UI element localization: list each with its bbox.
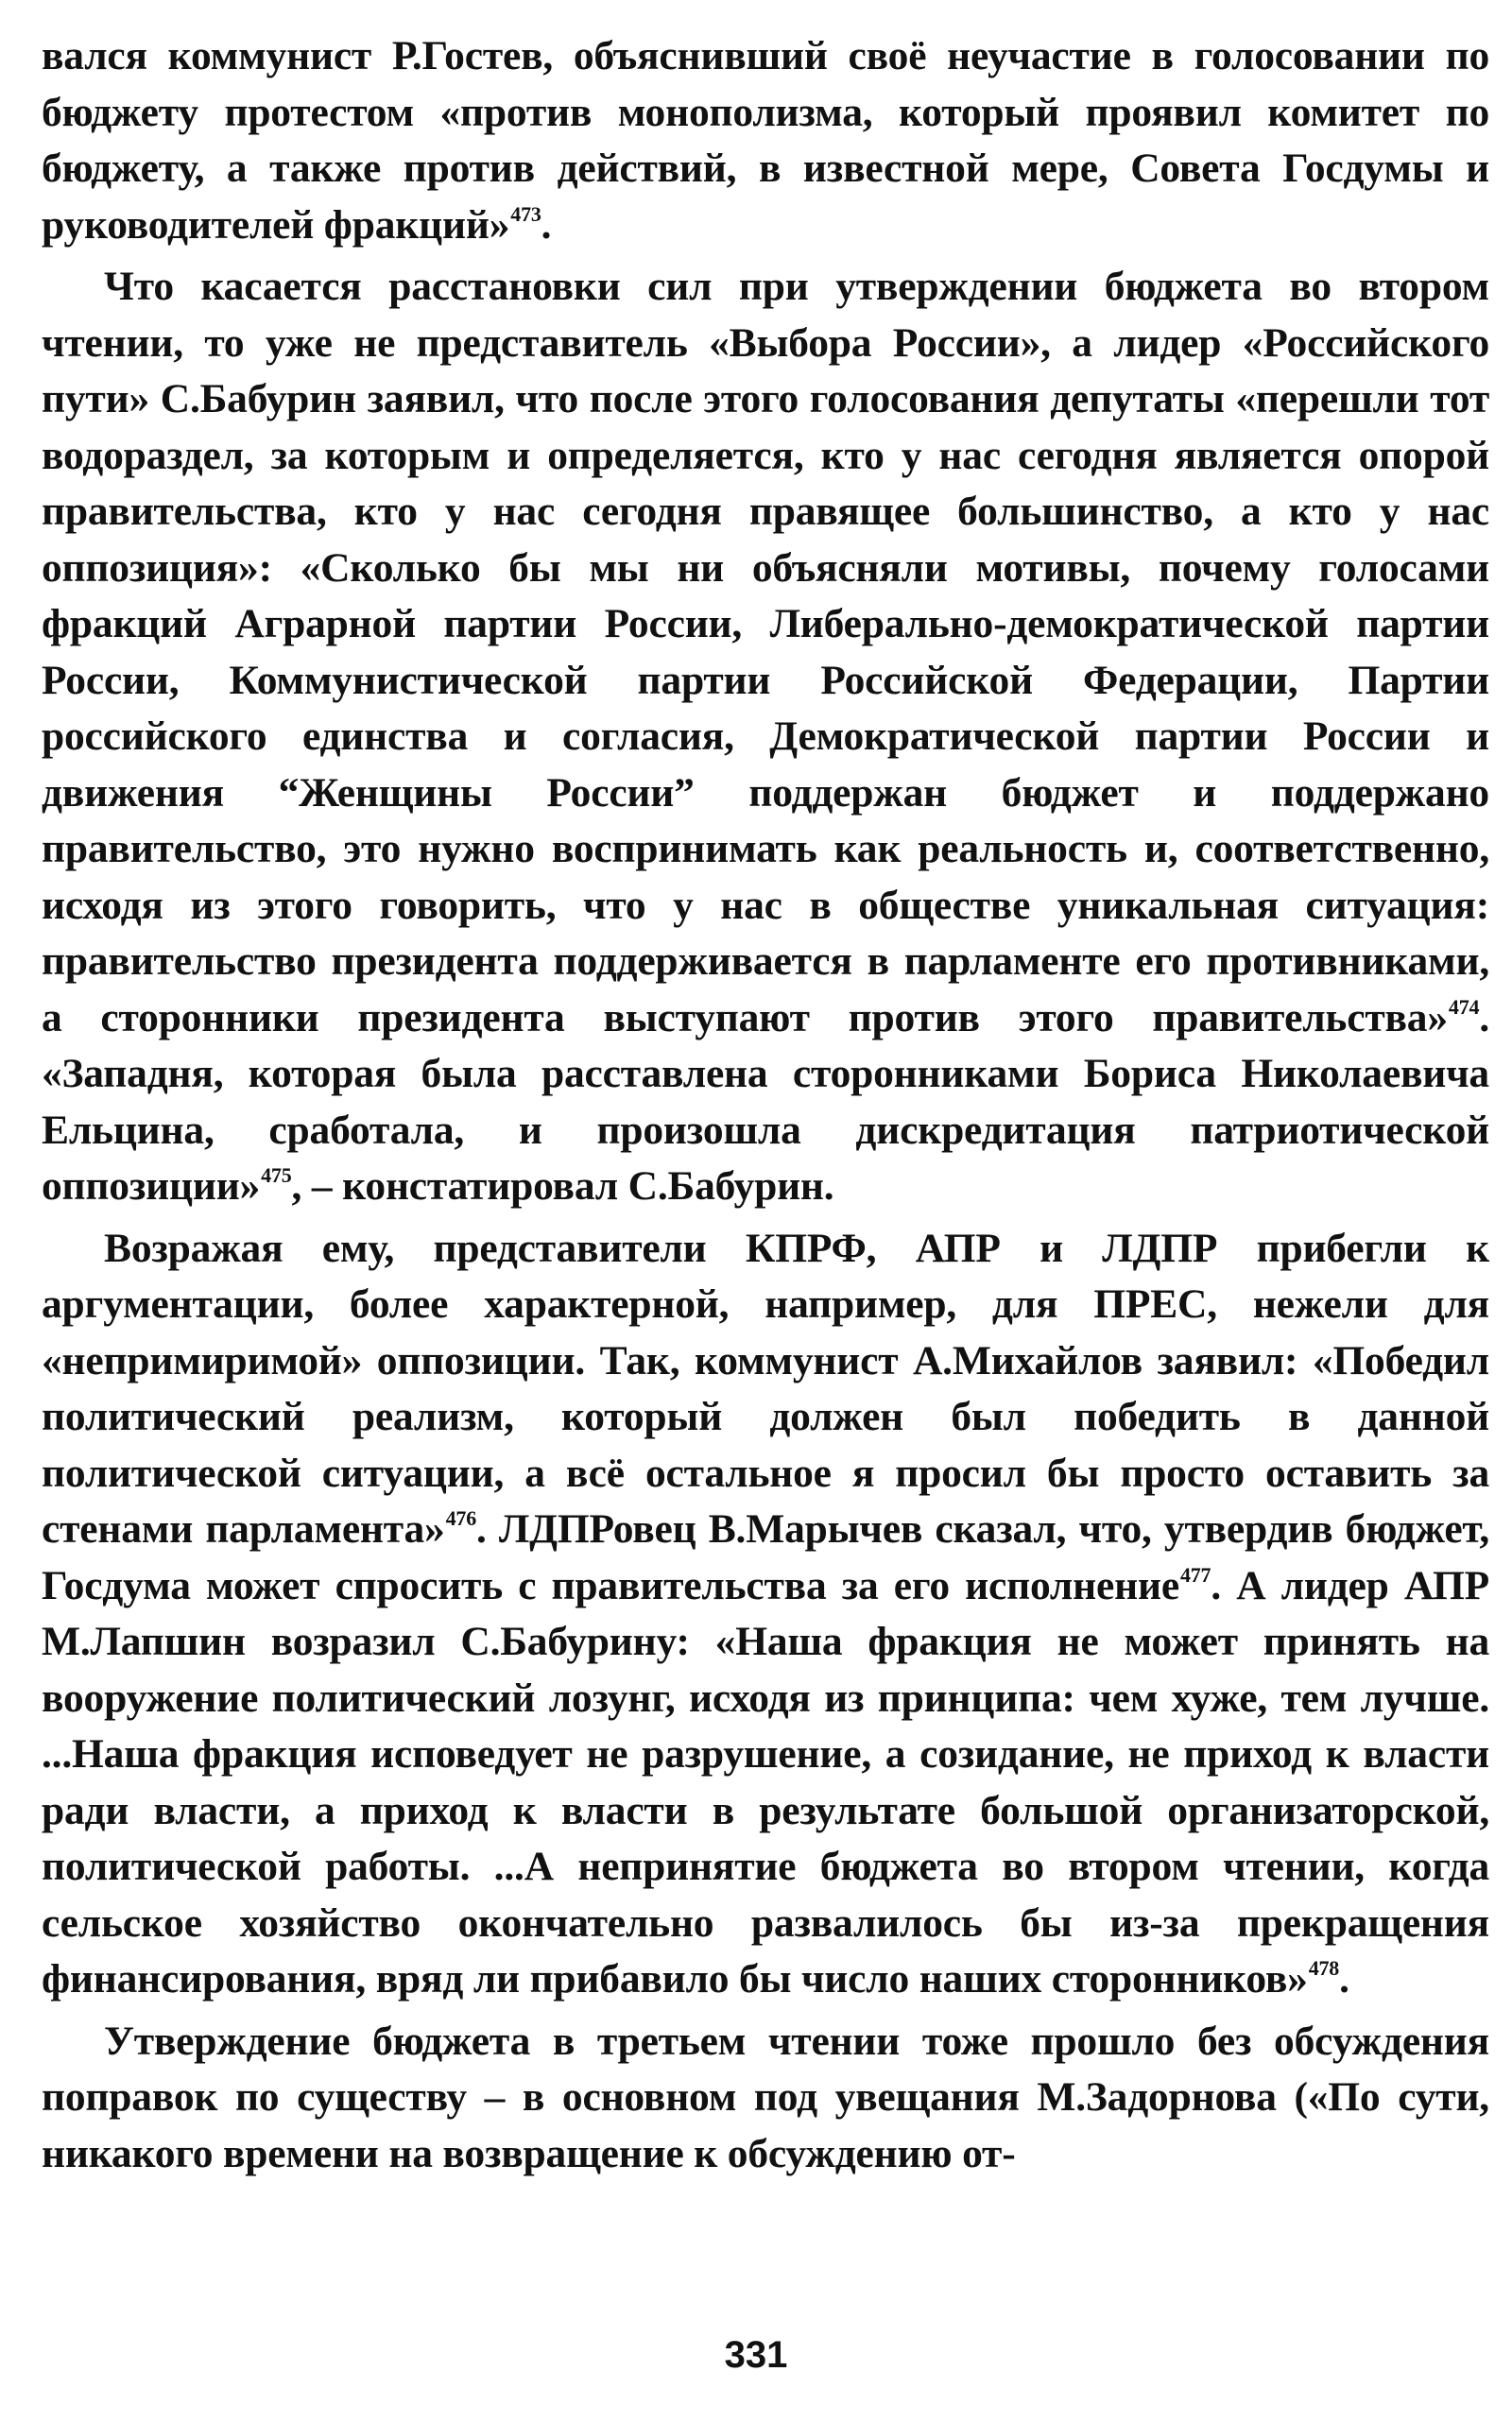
text-segment: . А лидер АПР М.Лапшин возразил С.Бабурину: «Наша фракция не может принять на вооружение политический лозунг, исходя из принципа: чем хуже, тем лучше. ...Наша фракция исповедует не разрушение, а созидание, не приход к власти ради власти, а приход к власти в результате большой организаторской, политической работы. ...А непринятие бюджета во втором чтении, когда сельское хозяйство окончательно развалилось бы из-за прекращения финансирования, вряд ли прибавило бы число наших сторонников»: [42, 1562, 1490, 2002]
paragraph-4: [42, 2014, 1489, 2183]
footnote-ref-473[interactable]: 473: [510, 201, 541, 226]
text-segment: . «Западня, которая была расставлена сторонниками Бориса Николаевича Ельцина, сработала, и произошла дискредитация патриотической оппозиции»: [42, 994, 1489, 1209]
paragraph-3: [42, 1221, 1489, 2008]
footnote-ref-475[interactable]: 475: [261, 1163, 292, 1187]
page-number: 331: [724, 2334, 788, 2376]
footnote-ref-477[interactable]: 477: [1179, 1562, 1211, 1587]
text-segment: .: [541, 201, 552, 248]
text-segment: вался коммунист Р.Гостев, объяснивший своё неучастие в голосовании по бюджету протестом «против монополизма, который проявил комитет по бюджету, а также против действий, в известной мере, Совета Госдумы и руководителей фракций»: [42, 33, 1489, 248]
footnote-ref-478[interactable]: 478: [1308, 1956, 1340, 1980]
text-segment: .: [1339, 1956, 1349, 2002]
footnote-ref-476[interactable]: 476: [445, 1506, 477, 1530]
text-segment: Утверждение бюджета в третьем чтении тоже прошло без обсуждения поправок по существу – в основном под увещания М.Задорнова («По сути, никакого времени на возвращение к обсуждению от-: [42, 2018, 1489, 2176]
text-segment: . ЛДПРовец В.Марычев сказал, что, утвердив бюджет, Госдума может спросить с правительства за его исполнение: [42, 1506, 1490, 1608]
paragraph-2: [42, 259, 1489, 1215]
text-segment: Возражая ему, представители КПРФ, АПР и ЛДПР прибегли к аргументации, более характерной, например, для ПРЕС, нежели для «непримиримой» оппозиции. Так, коммунист А.Михайлов заявил: «Победил политический реализм, который должен был победить в данной политической ситуации, а всё остальное я просил бы просто оставить за стенами парламента»: [42, 1225, 1489, 1552]
page-body: [42, 28, 1489, 2182]
footnote-ref-474[interactable]: 474: [1448, 994, 1480, 1019]
text-segment: Что касается расстановки сил при утверждении бюджета во втором чтении, то уже не представитель «Выбора России», а лидер «Российского пути» С.Бабурин заявил, что после этого голосования депутаты «перешли тот водораздел, за которым и определяется, кто у нас сегодня является опорой правительства, кто у нас сегодня правящее большинство, а кто у нас оппозиция»: «Сколько бы мы ни объясняли мотивы, почему голосами фракций Аграрной партии России, Либерально-демократической партии России, Коммунистической партии Российской Федерации, Партии российского единства и согласия, Демократической партии России и движения “Женщины России” поддержан бюджет и поддержано правительство, это нужно воспринимать как реальность и, соответственно, исходя из этого говорить, что у нас в обществе уникальная ситуация: правительство президента поддерживается в парламенте его противниками, а сторонники президента выступают против этого правительства»: [42, 264, 1489, 1040]
text-segment: , – констатировал С.Бабурин.: [291, 1163, 834, 1209]
paragraph-1: [42, 28, 1489, 253]
